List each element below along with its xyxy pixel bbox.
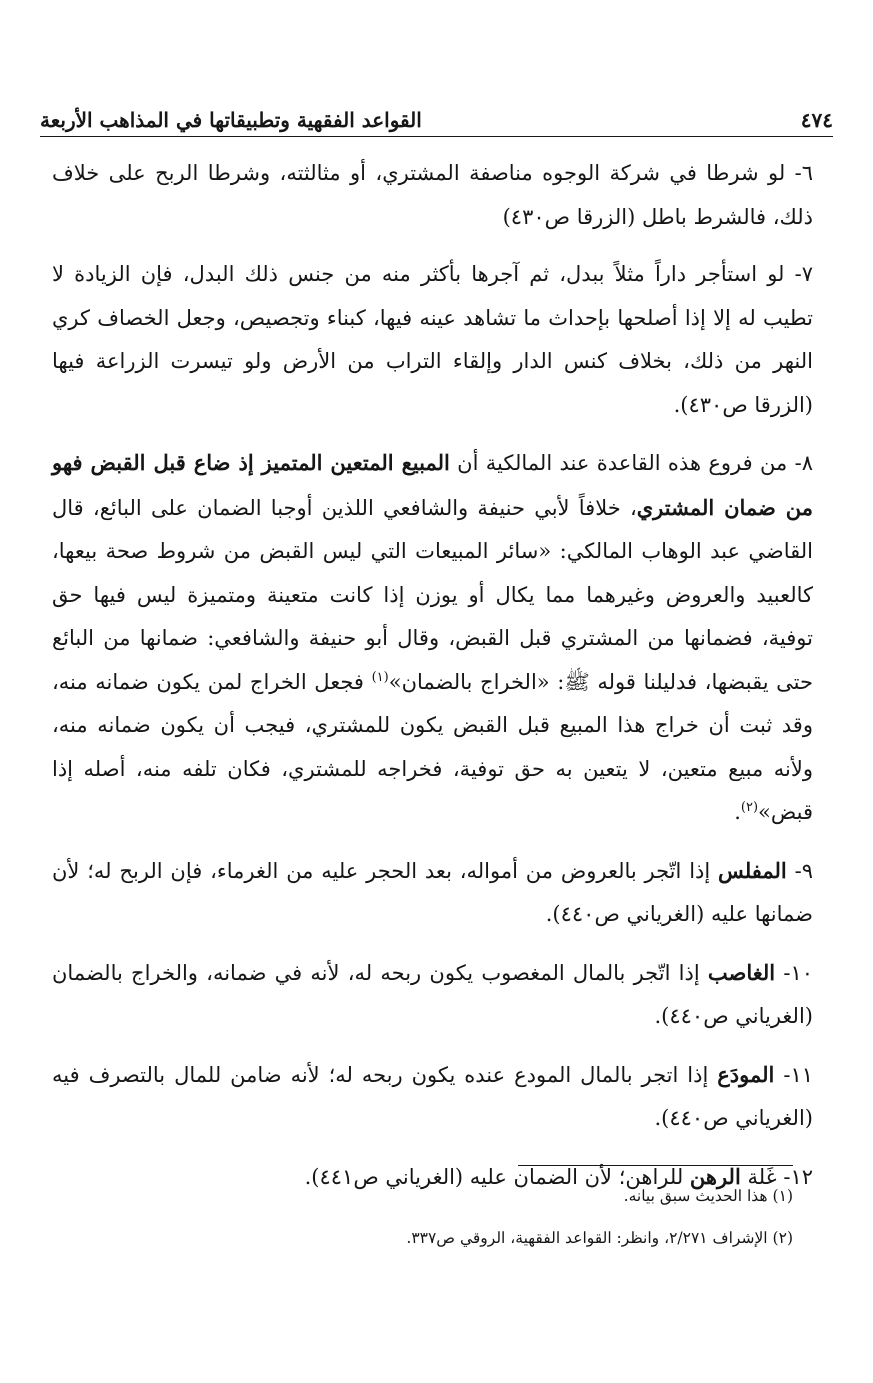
main-text	[52, 152, 813, 1213]
header-rule	[40, 136, 833, 137]
footnote-number: (١)	[772, 1187, 793, 1205]
bold-term: المفلس	[718, 857, 787, 883]
text-run: للراهن؛ لأن الضمان عليه (الغرياني ص٤٤١).	[304, 1164, 690, 1189]
paragraph-item	[52, 441, 813, 835]
paragraph-item	[52, 1053, 813, 1141]
running-title: القواعد الفقهية وتطبيقاتها في المذاهب الأربعة	[40, 108, 422, 132]
bold-term: الغاصب	[707, 959, 776, 985]
footnotes	[52, 1183, 793, 1267]
footnote-text: الإشراف ٢/٢٧١، وانظر: القواعد الفقهية، الروقي ص٣٣٧.	[406, 1229, 768, 1247]
text-run: إذا اتجر بالمال المودع عنده يكون ربحه له؛ لأنه ضامن للمال بالتصرف فيه (الغرياني ص٤٤٠).	[52, 1062, 813, 1130]
text-run: إذا اتّجر بالمال المغصوب يكون ربحه له، لأنه في ضمانه، والخراج بالضمان (الغرياني ص٤٤٠).	[52, 960, 813, 1028]
text-run: ٨- من فروع هذه القاعدة عند المالكية أن	[449, 451, 813, 475]
page-number: ٤٧٤	[800, 108, 833, 132]
footnote-separator	[518, 1165, 793, 1166]
page-header	[40, 98, 833, 132]
text-run: ١٠-	[775, 960, 813, 985]
footnote	[52, 1225, 793, 1251]
paragraph-item	[52, 152, 813, 239]
paragraph-item	[52, 951, 813, 1039]
text-run: ٦- لو شرطا في شركة الوجوه مناصفة المشتري، أو مثالثته، وشرطا الربح على خلاف ذلك، فالشرط باطل (الزرقا ص٤٣٠)	[52, 161, 813, 229]
bold-term: المبيع المتعين المتميز إذ ضاع قبل القبض فهو من ضمان المشتري	[52, 450, 813, 520]
text-run: ١٢- غَلة	[740, 1164, 813, 1189]
text-run: ٧- لو استأجر داراً مثلاً ببدل، ثم آجرها بأكثر منه من جنس ذلك البدل، فإن الزيادة لا تطيب له إلا إذا أصلحها بإحداث ما تشاهد عينه فيها، كبناء وتجصيص، وجعل الخصاف كري النهر من ذلك، بخلاف كنس الدار وإلقاء التراب من الأرض ولو تيسرت الزراعة فيها (الزرقا ص٤٣٠).	[52, 262, 813, 417]
bold-term: الرهن	[689, 1163, 741, 1189]
bold-term: المودَع	[717, 1061, 775, 1087]
footnote-number: (٢)	[772, 1229, 793, 1247]
text-run: فجعل الخراج لمن يكون ضمانه منه، وقد ثبت أن خراج هذا المبيع قبل القبض يكون للمشتري، فيجب أن يكون ضمانه منه، ولأنه مبيع متعين، لا يتعين به حق توفية، فخراجه للمشتري، فكان تلفه منه، أصله إذا قبض»	[52, 669, 813, 824]
footnote	[52, 1183, 793, 1209]
paragraph-item	[52, 849, 813, 937]
text-run: إذا اتّجر بالعروض من أمواله، بعد الحجر عليه من الغرماء، فإن الربح له؛ لأن ضمانها عليه (الغرياني ص٤٤٠).	[52, 858, 813, 926]
text-run: .	[734, 800, 741, 824]
footnote-text: هذا الحديث سبق بيانه.	[623, 1187, 768, 1205]
footnote-reference: (٢)	[740, 800, 759, 815]
footnote-reference: (١)	[371, 669, 389, 685]
text-run: ١١-	[774, 1062, 813, 1087]
text-run: ، خلافاً لأبي حنيفة والشافعي اللذين أوجبا الضمان على البائع، قال القاضي عبد الوهاب المالكي: «سائر المبيعات التي ليس القبض من شروط صحة بيعها، كالعبيد والعروض وغيرهما مما يكال أو يوزن إذا كانت متعينة ومتميزة ليس فيها حق توفية، فضمانها من المشتري قبل القبض، وقال أبو حنيفة والشافعي: ضمانها من البائع حتى يقبضها، فدليلنا قوله ﷺ: «الخراج بالضمان»	[52, 495, 814, 694]
paragraph-item	[52, 253, 813, 427]
text-run: ٩-	[786, 858, 813, 883]
